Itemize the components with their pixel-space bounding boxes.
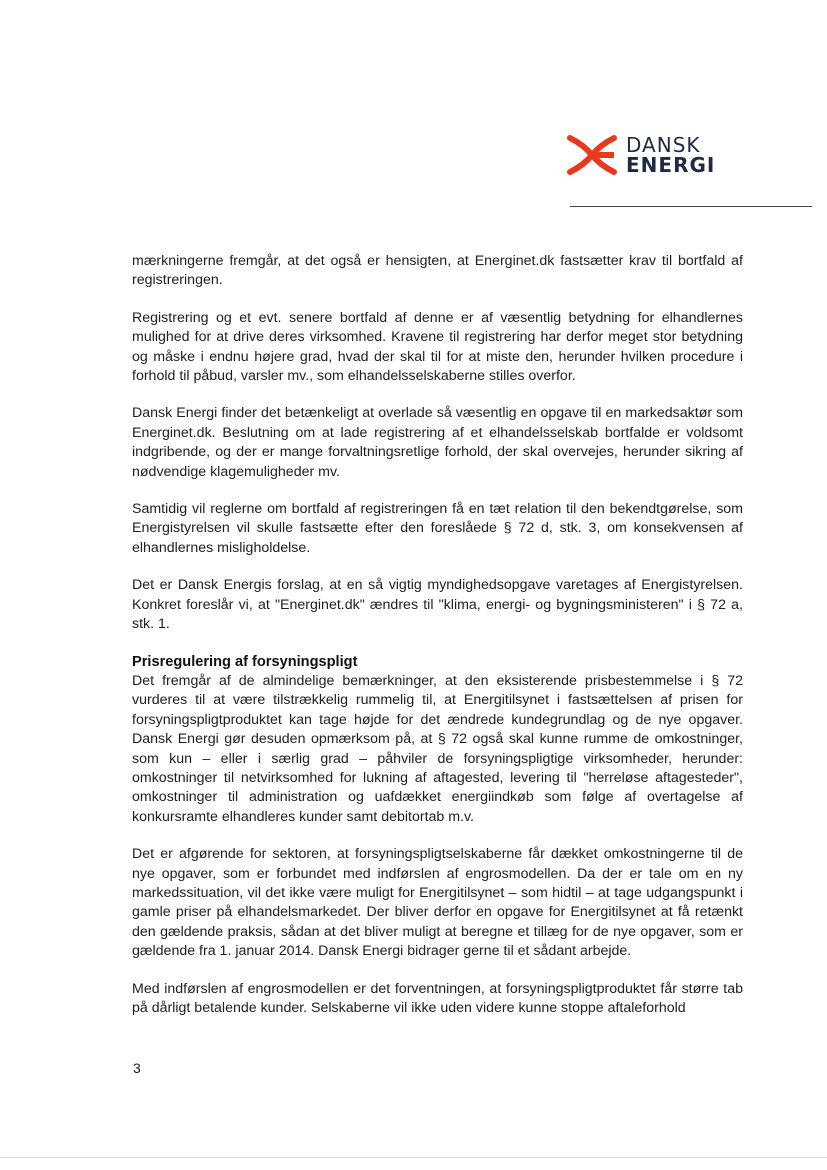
paragraph-4: Samtidig vil reglerne om bortfald af registreringen få en tæt relation til den bekendtgørelse, som Energistyrelsen vil skulle fastsætte efter den foreslåede § 72 d, stk. 3, om konsekvensen af elhandlernes misligholdelse.: [132, 501, 743, 556]
dansk-energi-logo-icon: [566, 132, 620, 178]
paragraph-1: mærkningerne fremgår, at det også er hensigten, at Energinet.dk fastsætter krav til bortfald af registreringen.: [132, 253, 743, 289]
logo-text-dansk: DANSK: [626, 133, 701, 157]
header-rule: [570, 206, 812, 207]
document-body: [132, 252, 743, 1036]
page-bottom-edge: [0, 1157, 827, 1158]
paragraph-2: Registrering og et evt. senere bortfald af denne er af væsentlig betydning for elhandlernes mulighed for at drive deres virksomhed. Kravene til registrering har derfor meget stor betydning og måske i endnu højere grad, hvad der skal til for at miste den, herunder hvilken procedure i forhold til påbud, varsler mv., som elhandelsselskaberne stilles overfor.: [132, 309, 743, 385]
paragraph-3: Dansk Energi finder det betænkeligt at overlade så væsentlig en opgave til en markedsaktør som Energinet.dk. Beslutning om at lade registrering af et elhandelsselskab bortfalde er voldsomt indgribende, og der er mange forvaltningsretlige forhold, der skal overvejes, herunder sikring af nødvendige klagemuligheder mv.: [132, 405, 743, 480]
paragraph-6: Det fremgår af de almindelige bemærkninger, at den eksisterende prisbestemmelse i § 72 vurderes til at være tilstrækkelig rummelig til, at Energitilsynet i fastsættelsen af prisen for forsyningspligtproduktet kan tage højde for det ændrede kundegrundlag og de nye opgaver. Dansk Energi gør desuden opmærksom på, at § 72 også skal kunne rumme de omkostninger, som kun – eller i særlig grad – påhviler de forsyningspligtige virksomheder, herunder: omkostninger til netvirksomhed for lukning af aftagested, levering til "herreløse aftagesteder", omkostninger til administration og uafdækket energiindkøb som følge af overtagelse af konkursramte elhandleres kunder samt debitortab m.v.: [132, 672, 743, 825]
dansk-energi-logo: [566, 132, 715, 178]
paragraph-7: Det er afgørende for sektoren, at forsyningspligtselskaberne får dækket omkostningerne til de nye opgaver, som er forbundet med indførslen af engrosmodellen. Da der er tale om en ny markedssituation, vil det ikke være muligt for Energitilsynet – som hidtil – at tage udgangspunkt i gamle priser på elhandelsmarkedet. Der bliver derfor en opgave for Energitilsynet at få retænkt den gældende praksis, sådan at det bliver muligt at beregne et tillæg for de nye opgaver, som er gældende fra 1. januar 2014. Dansk Energi bidrager gerne til et sådant arbejde.: [132, 846, 743, 960]
section-heading: Prisregulering af forsyningspligt: [132, 653, 358, 670]
logo-text-energi: ENERGI: [626, 153, 716, 177]
paragraph-8: Med indførslen af engrosmodellen er det forventningen, at forsyningspligtproduktet får større tab på dårligt betalende kunder. Selskaberne vil ikke uden videre kunne stoppe aftaleforhold: [132, 980, 743, 1016]
paragraph-5: Det er Dansk Energis forslag, at en så vigtig myndighedsopgave varetages af Energistyrelsen. Konkret foreslår vi, at "Energinet.dk" ændres til "klima, energi- og bygningsministeren" i § 72 a, stk. 1.: [132, 577, 743, 633]
page-number: 3: [133, 1060, 141, 1076]
